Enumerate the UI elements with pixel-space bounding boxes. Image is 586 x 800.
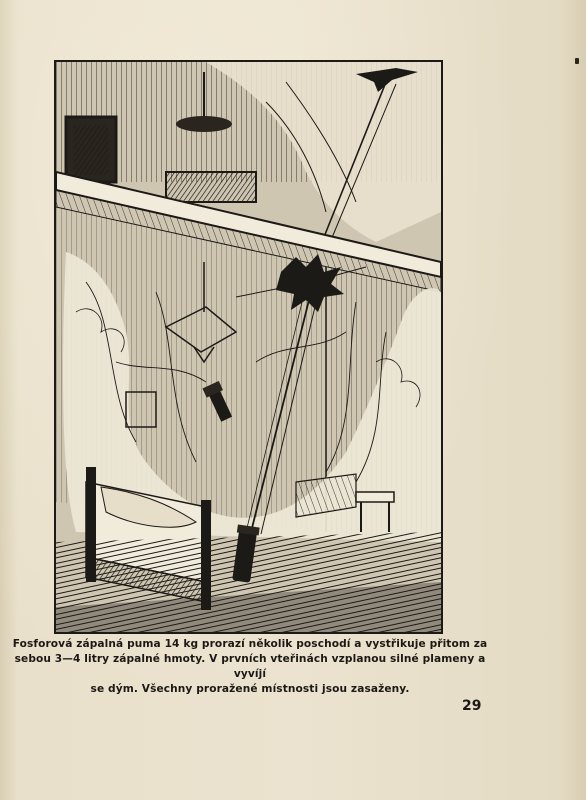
page-number: 29 <box>462 698 482 714</box>
caption-line-1: Fosforová zápalná puma 14 kg prorazí několik poschodí a vystřikuje přitom za <box>12 638 488 650</box>
figure-caption <box>10 637 490 697</box>
edge-mark <box>575 58 579 64</box>
illustration-incendiary-bomb <box>54 60 443 634</box>
caption-line-2: sebou 3—4 litry zápalné hmoty. V prvních vteřinách vzplanou silné plameny a vyvíjí <box>14 653 486 680</box>
caption-line-3: se dým. Všechny proražené místnosti jsou zasaženy. <box>90 683 410 695</box>
